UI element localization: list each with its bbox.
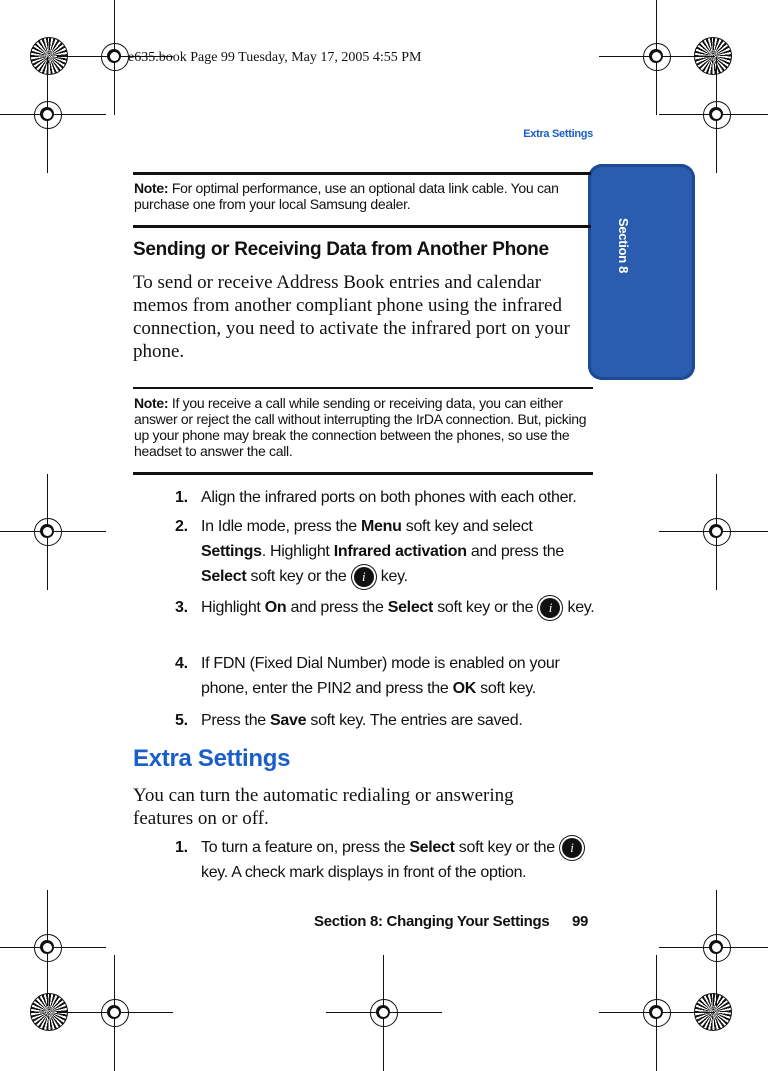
intro-paragraph: To send or receive Address Book entries and calendar memos from another compliant phone using the infrared connection, you need to activate the infrared port on your phone.	[133, 272, 570, 362]
step-text: soft key. The entries are saved.	[306, 712, 523, 729]
step-2	[175, 514, 595, 590]
step-number: 5.	[175, 712, 188, 729]
crosshair-bottom-left	[95, 993, 135, 1033]
step-5	[175, 708, 595, 734]
section-title: Extra Settings	[133, 745, 291, 772]
footer-page-number: 99	[572, 913, 589, 930]
save-softkey-label: Save	[270, 712, 307, 729]
running-head: Extra Settings	[523, 128, 593, 140]
step-text: and press the	[286, 599, 388, 616]
step-text: soft key.	[476, 680, 536, 697]
note1-bottom-rule	[133, 225, 591, 228]
crosshair-left-middle	[28, 512, 68, 552]
step-text: soft key and select	[401, 518, 533, 535]
section-tab	[588, 164, 695, 380]
crosshair-left-top	[28, 95, 68, 135]
select-softkey-label: Select	[387, 599, 434, 616]
settings-label: Settings	[201, 543, 262, 560]
step-text: soft key or the	[246, 568, 351, 585]
note1-text: For optimal performance, use an optional data link cable. You can purchase one from your local Samsung dealer.	[134, 180, 559, 212]
note2	[134, 395, 592, 459]
file-header: e635.book Page 99 Tuesday, May 17, 2005 4:55 PM	[128, 50, 422, 65]
step-text: key.	[376, 568, 408, 585]
step-4	[175, 651, 595, 701]
crosshair-right-top	[697, 95, 737, 135]
step-text: Press the	[201, 712, 271, 729]
step-text: . Highlight	[261, 543, 334, 560]
step-text: soft key or the	[454, 839, 559, 856]
step-text: In Idle mode, press the	[201, 518, 362, 535]
step-1	[175, 485, 595, 511]
step-text: and press the	[466, 543, 564, 560]
select-softkey-label: Select	[409, 839, 455, 856]
step-number: 1.	[175, 489, 188, 506]
note2-label: Note:	[134, 395, 169, 411]
note1	[134, 180, 589, 212]
step-text: To turn a feature on, press the	[201, 839, 410, 856]
step-text: key.	[563, 599, 595, 616]
step-number: 3.	[175, 599, 188, 616]
step-number: 1.	[175, 839, 188, 856]
step-text: key. A check mark displays in front of the option.	[201, 864, 527, 881]
note1-label: Note:	[134, 180, 169, 196]
step-number: 2.	[175, 518, 188, 535]
note2-bottom-rule	[133, 472, 593, 475]
crosshair-bottom-center	[364, 993, 404, 1033]
crosshair-right-bottom	[697, 928, 737, 968]
on-option-label: On	[264, 599, 287, 616]
ok-key-icon: i	[354, 567, 374, 587]
note2-text: If you receive a call while sending or receiving data, you can either answer or reject the call without interrupting the IrDA connection. But, picking up your phone may break the connection between the phones, so use the headset to answer the call.	[134, 395, 587, 459]
step-text: Align the infrared ports on both phones with each other.	[201, 489, 577, 506]
crosshair-bottom-right	[637, 993, 677, 1033]
note1-top-rule	[133, 172, 591, 175]
menu-softkey-label: Menu	[361, 518, 402, 535]
subsection-title: Sending or Receiving Data from Another Phone	[133, 239, 549, 260]
crosshair-right-middle	[697, 512, 737, 552]
note2-top-rule	[133, 387, 593, 389]
section-tab-label: Section 8	[616, 218, 631, 274]
ok-key-icon: i	[562, 838, 582, 858]
infrared-activation-label: Infrared activation	[333, 543, 467, 560]
step-text: Highlight	[201, 599, 265, 616]
ok-softkey-label: OK	[452, 680, 477, 697]
extra-paragraph: You can turn the automatic redialing or answering features on or off.	[133, 785, 514, 829]
crosshair-left-bottom	[28, 928, 68, 968]
step-text: If FDN (Fixed Dial Number) mode is enabled on your phone, enter the PIN2 and press the	[201, 655, 560, 697]
footer-chapter: Section 8: Changing Your Settings	[314, 913, 550, 930]
ok-key-icon: i	[540, 598, 560, 618]
extra-step-1	[175, 835, 595, 885]
step-text: soft key or the	[433, 599, 538, 616]
select-softkey-label: Select	[201, 568, 247, 585]
step-number: 4.	[175, 655, 188, 672]
step-3	[175, 595, 595, 645]
crosshair-top-center-right	[637, 37, 677, 77]
